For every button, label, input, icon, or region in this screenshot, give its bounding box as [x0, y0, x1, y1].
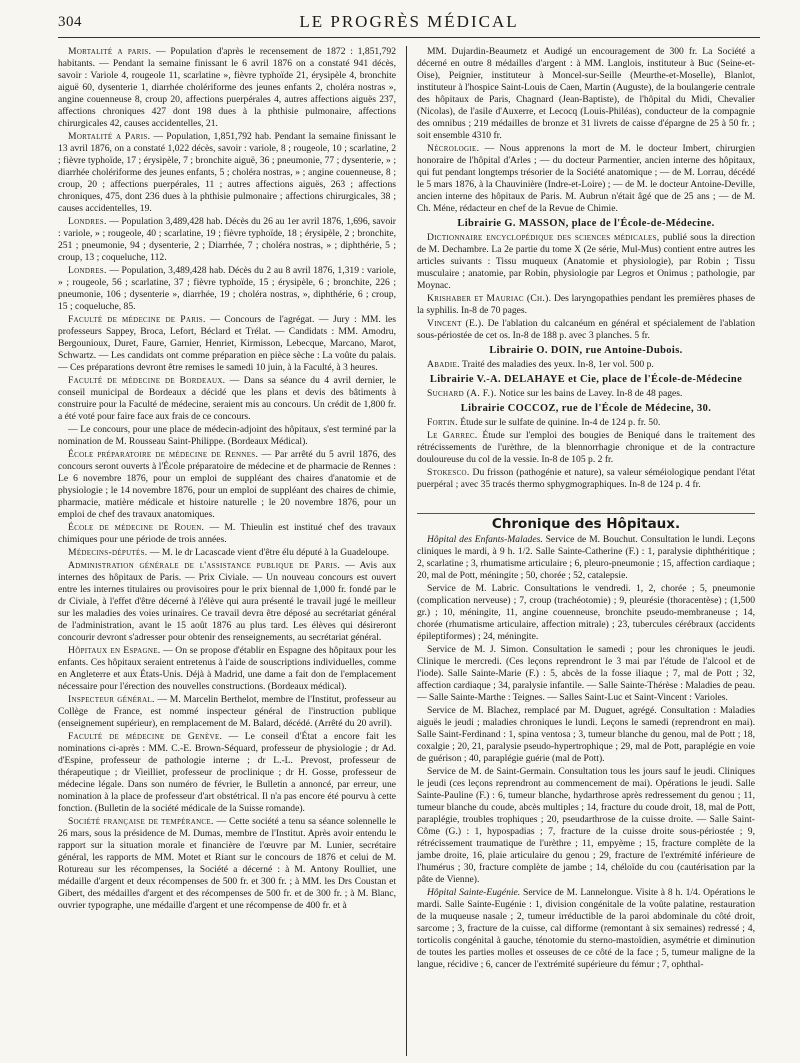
article-paragraph — [58, 375, 396, 423]
library-heading: Librairie O. DOIN, rue Antoine-Dubois. — [489, 345, 683, 356]
paragraph-text: MM. Dujardin-Beaumetz et Audigé un encouragement de 300 fr. La Société a décerné en outre 8 médailles d'argent : à MM. Langlois, instituteur à Buc (Seine-et-Oise), Peignier, instituteur à Moncel-sur-Seille (Meurthe-et-Moselle), Blanlot, instituteur à l'hospice Saint-Louis de Caen, Martin (Auguste), de la boulangerie centrale des hôpitaux de Paris, Chagnard (Jean-Baptiste), de l'hôpital du Midi, Chevalier (Nicolas), de l'asile d'Auxerre, et Lecocq (Louis-Philéas), conducteur de la compagnie des omnibus ; 219 médailles de bronze et 31 livrets de caisse d'épargne de 25 à 50 fr. ; soit ensemble 4310 fr. — [417, 46, 755, 141]
article-paragraph — [417, 583, 755, 643]
article-paragraph — [58, 449, 396, 521]
article-paragraph — [58, 424, 396, 448]
paragraph-text: — Le concours, pour une place de médecin-adjoint des hôpitaux, s'est terminé par la nomination de M. Rousseau Saint-Philippe. (Bordeaux Médical). — [58, 424, 396, 447]
article-paragraph — [417, 46, 755, 142]
article-paragraph — [417, 887, 755, 971]
library-entries — [417, 359, 755, 371]
paragraph-text: — M. Marcelin Berthelot, membre de l'Institut, professeur au Collège de France, est nommé inspecteur général de l'instruction publique (enseignement supérieur), en remplacement de M. Balard, décédé. (Arrêté du 20 avril). — [58, 694, 397, 729]
article-paragraph — [417, 430, 755, 466]
paragraph-lead: Fortin. — [427, 417, 458, 428]
article-paragraph — [417, 293, 755, 317]
paragraph-text: — Nous apprenons la mort de M. le docteur Imbert, chirurgien honoraire de l'hôpital d'Arles ; — du docteur Parmentier, ancien interne des hôpitaux, qui fut pendant longtemps trésorier de la Société anatomique ; — de M. Lorrau, décédé le 5 mars 1876, à la Chauvinière (Indre-et-Loire) ; — de M. le docteur Antoine-Deville, ancien interne des hôpitaux de Paris. M. Aubrun n'était âgé que de 25 ans ; — de M. Ch. Méne, rédacteur en chef de la Revue de Chimie. — [417, 143, 755, 214]
library-doin — [417, 345, 755, 371]
article-paragraph — [417, 644, 755, 704]
paragraph-lead: Société française de tempérance. — [68, 816, 214, 827]
library-heading: Librairie V.-A. DELAHAYE et Cie, place de l'École-de-Médecine — [429, 374, 743, 385]
article-paragraph — [58, 731, 396, 815]
article-paragraph — [58, 522, 396, 546]
paragraph-text: Service de M. Labric. Consultations le vendredi. 1, 2, chorée ; 5, pneumonie (complication nerveuse) ; 7, croup (trachéotomie) ; 9, pleurésie (thoracentèse) ; (1,500 gr.) ; 10, méningite, 11, angine couenneuse, bronchite pseudo-membraneuse ; 14, chorée (rhumatisme articulaire, affection mitrale) ; 23, tubercules cérébraux (accidents épileptiformes) ; 24, méningite. — [417, 583, 755, 642]
paragraph-lead: Krishaber et Mauriac (Ch.). — [427, 293, 552, 304]
article-paragraph — [417, 318, 755, 342]
article-paragraph — [417, 417, 755, 429]
paragraph-lead: Dictionnaire encyclopédique des sciences médicales, — [427, 232, 660, 243]
article-paragraph — [58, 46, 396, 130]
article-paragraph — [58, 547, 396, 559]
paragraph-lead: Médecins-députés. — [68, 547, 148, 558]
article-paragraph — [417, 467, 755, 491]
paragraph-lead: Hôpital des Enfants-Malades. — [427, 534, 543, 545]
paragraph-lead: Suchard (A. F.). — [427, 388, 497, 399]
article-paragraph — [58, 560, 396, 644]
paragraph-lead: Londres. — [68, 216, 107, 227]
article-paragraph — [58, 314, 396, 374]
article-paragraph — [417, 766, 755, 886]
paragraph-lead: Hôpital Sainte-Eugénie. — [427, 887, 521, 898]
paragraph-text: — Population 3,489,428 hab. Décès du 26 au 1er avril 1876, 1,696, savoir : variole, » ; rougeole, 40 ; scarlatine, 19 ; fièvre typhoïde, 18 ; érysipèle, 2 ; bronchite, 251 ; pneumonie, 94 ; dysenterie, 2 ; Diarrhée, 7 ; choléra nostras, » ; diphthérie, 5 ; croup, 13 ; coqueluche, 112. — [58, 216, 396, 263]
library-entries — [417, 232, 755, 342]
chronique-section — [417, 513, 755, 971]
library-entries — [417, 417, 755, 491]
article-paragraph — [58, 265, 396, 313]
paragraph-text: — Avis aux internes des hôpitaux de Paris. — Prix Civiale. — Un nouveau concours est ouvert entre les internes titulaires ou provisoires pour le prix biennal de 1,000 fr. fondé par le dr Civiale, à l'effet d'être décerné à l'élève qui aura présenté le travail jugé le meilleur sur les maladies des voies urinaires. Ce travail devra être déposé au secrétariat général de l'administration, avant le 15 août 1876 au plus tard. Les élèves qui désireront concourir devront s'adresser pour obtenir des renseignements, au secrétariat général. — [58, 560, 396, 643]
paragraph-lead: Stokesco. — [427, 467, 470, 478]
article-paragraph — [417, 534, 755, 582]
article-paragraph — [58, 131, 396, 215]
paragraph-lead: Hôpitaux en Espagne. — [68, 645, 161, 656]
paragraph-text: Service de M. de Saint-Germain. Consultation tous les jours sauf le jeudi. Cliniques le jeudi (ces leçons reprendront au commencement de mai). Opérations le jeudi. Salle Sainte-Pauline (F.) : 6, tumeur blanche, hydarthrose après redressement du genou ; 11, tumeur blanche du coude, abcès multiples ; 14, fracture du coude droit, 18, mal de Pott, paraplégie, troubles trophiques ; 20, pseudarthrose de la cuisse droite. — Salle Saint-Côme (G.) : 1, hypospadias ; 7, fracture de la cuisse droite sous-périostée ; 9, rétrécissement traumatique de l'urèthre ; 11, empyème ; 15, fracture complète de la jambe droite, 16, plaie articulaire du genou ; 29, fracture de l'extrémité inférieure de l'humérus ; 30, fracture complète de jambe ; 14, chéloïde du cou (cautérisation par la pâte de Vienne). — [417, 766, 755, 885]
paragraph-lead: Faculté de médecine de Paris. — [68, 314, 206, 325]
paragraph-text: Service de M. Blachez, remplacé par M. Duguet, agrégé. Consultation : Maladies aiguës le jeudi ; maladies chroniques le lundi. Leçons le samedi (reprendront en mai). Salle Saint-Ferdinand : 1, spina ventosa ; 3, tumeur blanche du genou, mal de Pott ; 18, coxalgie ; 20, 21, paralysie pseudo-hypertrophique ; 29, mal de Pott, paraplégie en voie de guérison ; 40, paraplégie guérie (mal de Pott). — [417, 705, 755, 764]
paragraph-lead: Londres. — [68, 265, 107, 276]
column-rule — [406, 46, 407, 1056]
section-title: Chronique des Hôpitaux. — [417, 513, 755, 530]
article-paragraph — [58, 645, 396, 693]
library-delahaye — [417, 374, 755, 400]
paragraph-text: Service de M. Bouchut. Consultation le lundi. Leçons cliniques le mardi, à 9 h. 1/2. Salle Sainte-Catherine (F.) : 1, paralysie diphthéritique ; 2, scarlatine ; 3, rhumatisme articulaire ; 6, pleuro-pneumonie ; 15, affection cardiaque ; 20, mal de Pott, méningite ; 50, chorée ; 52, catalepsie. — [417, 534, 755, 581]
paragraph-text: publié sous la direction de M. Dechambre. La 2e partie du tome X (2e série, Mul-Mus) contient entre autres les articles suivants : Tissu muqueux (Anatomie et physiologie), par Robin ; Tissu musculaire ; anatomie, par Robin, physiologie par Legros et Onimus ; pathologie, par Moynac. — [417, 232, 755, 291]
article-paragraph — [58, 216, 396, 264]
paragraph-text: Étude sur le sulfate de quinine. In-4 de 124 p. fr. 50. — [457, 417, 661, 428]
paragraph-text: — M. le dr Lacascade vient d'être élu député à la Guadeloupe. — [147, 547, 389, 558]
article-paragraph — [417, 388, 755, 400]
paragraph-text: Traité des maladies des yeux. In-8, 1er vol. 500 p. — [459, 359, 654, 370]
paragraph-lead: École de médecine de Rouen. — [68, 522, 205, 533]
page-number: 304 — [58, 14, 82, 30]
article-paragraph — [58, 816, 396, 912]
paragraph-lead: Vincent (E.). — [427, 318, 485, 329]
paragraph-text: — Population, 1,851,792 hab. Pendant la semaine finissant le 13 avril 1876, on a constaté 1,022 décès, savoir : variole, 8 ; rougeole, 10 ; scarlatine, 2 ; fièvre typhoïde, 17 ; érysipèle, 7 ; bronchite aiguë, 36 ; pneumonie, 77 ; dysenterie, » ; diarrhée cholériforme des jeunes enfants, 5 ; choléra nostras, » ; angine couenneuse, 8 ; croup, 20 ; affections puerpérales, 11 ; autres affections aiguës, 263 ; affections chroniques, 475, dont 236 dues à la phthisie pulmonaire ; affections chirurgicales, 38 ; causes accidentelles, 19. — [58, 131, 396, 214]
paragraph-lead: Nécrologie. — [427, 143, 480, 154]
paragraph-text: Du frisson (pathogénie et nature), sa valeur séméiologique pendant l'état puerpéral ; avec 35 tracés thermo sphygmographiques. In-8 de 124 p. 4 fr. — [417, 467, 755, 490]
paragraph-text: Service de M. Lannelongue. Visite à 8 h. 1/4. Opérations le mardi. Salle Sainte-Eugénie : 1, division congénitale de la voûte palatine, restauration de la muqueuse nasale ; 2, tumeur irréductible de la paroi abdominale du côté droit, sarcome ; 3, fracture de la cuisse, cal difforme (remontant à six semaines) redressé ; 4, torticolis congénital à gauche, ténotomie du sterno-mastoïdien, asymétrie et diminution de toutes les parties molles et osseuses de ce côté de la face ; 5, tumeur maligne de la langue, récidive ; 6, cancer de l'extrémité supérieure du fémur ; 7, ophthal- — [417, 887, 755, 970]
library-heading: Librairie G. MASSON, place de l'École-de-Médecine. — [457, 218, 715, 229]
library-heading: Librairie COCCOZ, rue de l'École de Médecine, 30. — [460, 403, 712, 414]
article-paragraph — [417, 232, 755, 292]
paragraph-text: — Cette société a tenu sa séance solennelle le 26 mars, sous la présidence de M. Dumas, membre de l'Institut. Après avoir entendu le rapport sur la situation morale et financière de l'œuvre par M. Lunier, secrétaire général, les rapports de MM. Motet et Riant sur le concours de 1876 et celui de M. Rotureau sur les récompenses, la Société a décerné : à M. Antony Roulliet, une médaille d'argent et deux récompenses de 500 fr. et 300 fr. ; à MM. les Drs Coustan et Gibert, des médailles d'argent et des récompenses de 500 fr. et de 300 fr. ; à M. Blanc, ouvrier typographe, une médaille d'argent et une récompense de 400 fr. et à — [58, 816, 396, 911]
paragraph-lead: Inspecteur général. — [68, 694, 155, 705]
paragraph-lead: Mortalité a Paris. — [68, 131, 151, 142]
paragraph-lead: Administration générale de l'assistance publique de Paris. — [68, 560, 341, 571]
paragraph-text: — Population d'après le recensement de 1872 : 1,851,792 habitants. — Pendant la semaine finissant le 6 avril 1876 on a constaté 941 décès, savoir : Variole 4, rougeole 11, scarlatine », fièvre typhoïde 21, érysipèle 4, bronchite aiguë 60, dysenterie 1, diarrhée cholériforme des jeunes enfants 2, choléra nostras », angine couenneuse 8, croup 20, affections puerpérales 4, autres affections aiguës 237, affections chroniques 427 dont 198 dues à la phthisie pulmonaire, affections chirurgicales 42, causes accidentelles, 21. — [58, 46, 396, 129]
paragraph-lead: École préparatoire de médecine de Rennes. — [68, 449, 259, 460]
paragraph-text: Service de M. J. Simon. Consultation le samedi ; pour les chroniques le jeudi. Clinique le mercredi. (Ces leçons reprendront le 3 mai par l'étude de l'alcool et de l'iode). Salle Sainte-Marie (F.) : 5, abcès de la fosse iliaque ; 7, mal de Pott ; 32, affection cardiaque ; 34, paralysie infantile. — Salle Sainte-Thérèse : Maladies de peau. — Salle Sainte-Marthe : Teignes. — Salles Saint-Luc et Saint-Vincent : Varioles. — [417, 644, 755, 703]
article-paragraph — [417, 705, 755, 765]
paragraph-text: — Dans sa séance du 4 avril dernier, le conseil municipal de Bordeaux a décidé que les plans et devis des bâtiments à construire pour la Faculté de médecine, seraient mis au concours. Un crédit de 1,800 fr. a été voté pour faire face aux frais de ce concours. — [58, 375, 396, 422]
library-coccoz — [417, 403, 755, 491]
library-masson — [417, 218, 755, 342]
chronique-entries — [417, 534, 755, 971]
paragraph-text: — Population, 3,489,428 hab. Décès du 2 au 8 avril 1876, 1,319 : variole, » ; rougeole, 56 ; scarlatine, 37 ; fièvre typhoïde, 15 ; érysipèle, 6 ; bronchite, 226 ; pneumonie, 106 ; dysenterie », diarrhée, 19 ; choléra nostras, », diphthérie, 6 ; croup, 15 ; coqueluche, 85. — [58, 265, 396, 312]
left-column — [58, 46, 404, 1056]
paragraph-text: Des laryngopathies pendant les premières phases de la syphilis. In-8 de 70 pages. — [417, 293, 755, 316]
paragraph-lead: Mortalité a paris. — [68, 46, 152, 57]
paragraph-text: — Concours de l'agrégat. — Jury : MM. les professeurs Sappey, Broca, Lefort, Béclard et Trélat. — Candidats : MM. Amodru, Bergounioux, Duret, Faure, Garnier, Henriet, Kirmisson, Lebecque, Marcano, Marot, Schwartz. — Les candidats ont comme préparation en pièce sèche : La voûte du palais. — Ces préparations devront être remises le samedi 10 juin, à la Faculté, à 3 heures. — [58, 314, 396, 373]
news-items — [417, 46, 755, 215]
paragraph-lead: Faculté de médecine de Genève. — [68, 731, 223, 742]
journal-title: LE PROGRÈS MÉDICAL — [299, 12, 519, 31]
article-paragraph — [417, 359, 755, 371]
paragraph-lead: Abadie. — [427, 359, 460, 370]
right-column — [409, 46, 755, 1056]
paragraph-text: Notice sur les bains de Lavey. In-8 de 48 pages. — [496, 388, 683, 399]
paragraph-text: De l'ablation du calcanéum en général et spécialement de l'ablation sous-périostée de cet os. In-8 de 188 p. avec 3 planches. 5 fr. — [417, 318, 755, 341]
article-paragraph — [417, 143, 755, 215]
library-entries — [417, 388, 755, 400]
paragraph-text: — On se propose d'établir en Espagne des hôpitaux pour les enfants. Ces hôpitaux seraient entretenus à l'aide de souscriptions individuelles, comme en Angleterre et aux États-Unis. Déjà à Madrid, une dame a fait don de l'emplacement nécessaire pour l'érection des nouvelles constructions. (Bordeaux médical). — [58, 645, 397, 692]
paragraph-lead: Le Garrec. — [427, 430, 478, 441]
paragraph-text: — Le conseil d'État a encore fait les nominations ci-après : MM. C.-E. Brown-Séquard, professeur de physiologie ; dr Ad. d'Espine, professeur de pathologie interne ; dr L.-L. Prevost, professeur de thérapeutique ; dr Vieilliet, professeur de proclinique ; dr H. Gosse, professeur de médecine légale. Dans son numéro de février, le Bulletin a annoncé, par erreur, une nomination à la place de professeur d'art obstétrical. Il n'a pas encore été pourvu à cette fonction. (Bulletin de la société médicale de la Suisse romande). — [58, 731, 396, 814]
paragraph-text: — M. Thieulin est institué chef des travaux chimiques pour une période de trois années. — [58, 522, 396, 545]
paragraph-lead: Faculté de médecine de Bordeaux. — [68, 375, 226, 386]
paragraph-text: — Par arrêté du 5 avril 1876, des concours seront ouverts à l'École préparatoire de médecine et de pharmacie de Rennes : Le 6 novembre 1876, pour un emploi de suppléant des chaires d'anatomie et de physiologie ; le 14 novembre 1876, pour un emploi de suppléant des chaires de chimie, pharmacie, matière médicale et histoire naturelle ; le 20 novembre 1876, pour un emploi de chef des travaux anatomiques. — [58, 449, 396, 520]
text-columns — [58, 46, 760, 1056]
article-paragraph — [58, 694, 396, 730]
page-header — [58, 8, 760, 38]
paragraph-text: Étude sur l'emploi des bougies de Beniqué dans le traitement des rétrécissements de l'urèthre, de la blennorrhagie chronique et de la contracture douloureuse du col de la vessie. In-8 de 105 p. 2 fr. — [417, 430, 755, 465]
